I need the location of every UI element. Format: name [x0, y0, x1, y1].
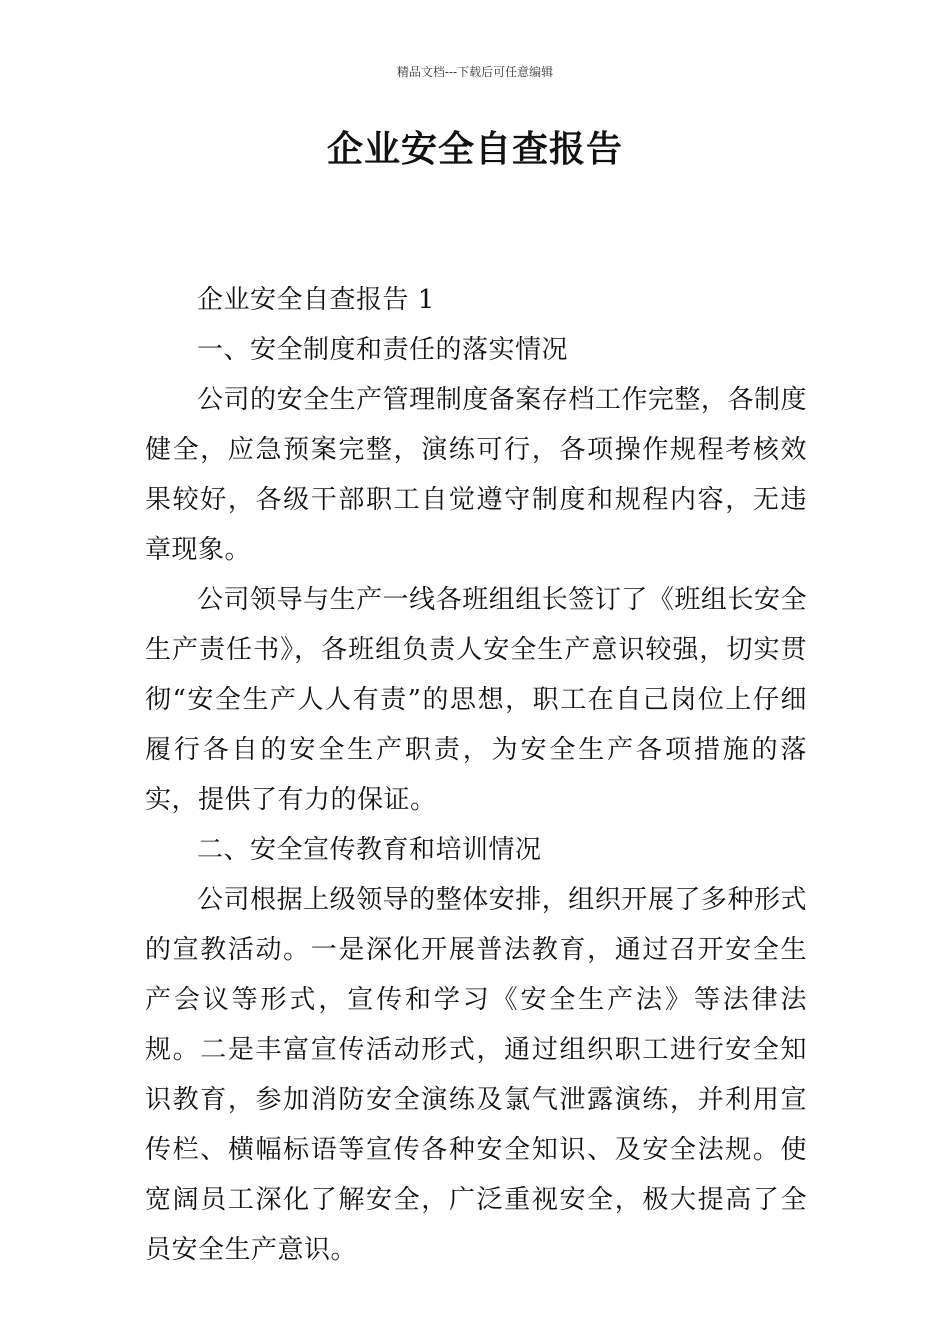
- document-title: 企业安全自查报告: [326, 128, 623, 170]
- report-subtitle: 企业安全自查报告 1: [197, 285, 435, 315]
- paragraph-1: 公司的安全生产管理制度备案存档工作完整，各制度健全，应急预案完整，演练可行，各项操作规程考核效果较好，各级干部职工自觉遵守制度和规程内容，无违章现象。: [145, 385, 807, 565]
- header-note: 精品文档---下载后可任意编辑: [396, 65, 554, 79]
- section-heading-2: 二、安全宣传教育和培训情况: [197, 835, 542, 865]
- paragraph-2: 公司领导与生产一线各班组组长签订了《班组长安全生产责任书》，各班组负责人安全生产意识较强，切实贯彻“安全生产人人有责”的思想，职工在自己岗位上仔细履行各自的安全生产职责，为安全生产各项措施的落实，提供了有力的保证。: [145, 585, 807, 815]
- paragraph-3: 公司根据上级领导的整体安排，组织开展了多种形式的宣教活动。一是深化开展普法教育，通过召开安全生产会议等形式，宣传和学习《安全生产法》等法律法规。二是丰富宣传活动形式，通过组织职工进行安全知识教育，参加消防安全演练及氯气泄露演练，并利用宣传栏、横幅标语等宣传各种安全知识、及安全法规。使宽阔员工深化了解安全，广泛重视安全，极大提高了全员安全生产意识。: [145, 885, 807, 1265]
- section-heading-1: 一、安全制度和责任的落实情况: [197, 335, 569, 365]
- document-body: [145, 275, 807, 1275]
